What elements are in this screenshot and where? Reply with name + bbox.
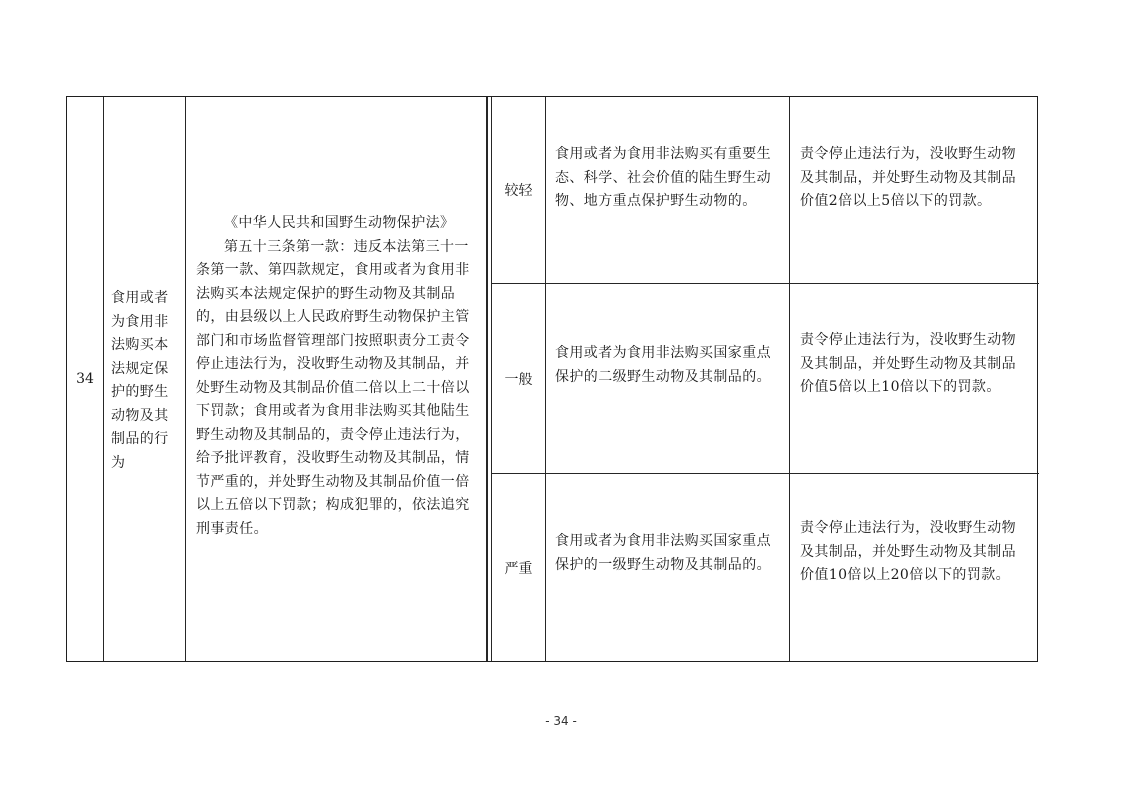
penalty-light: 责令停止违法行为，没收野生动物及其制品，并处野生动物及其制品价值2倍以上5倍以下的罚款。 xyxy=(800,146,1016,209)
violation-cell xyxy=(111,287,179,475)
penalty-general: 责令停止违法行为，没收野生动物及其制品，并处野生动物及其制品价值5倍以上10倍以下的罚款。 xyxy=(800,332,1016,395)
legal-basis-cell xyxy=(196,212,480,541)
level-label-light: 较轻 xyxy=(504,183,533,199)
circumstance-general: 食用或者为食用非法购买国家重点保护的二级野生动物及其制品的。 xyxy=(555,345,771,385)
circumstance-light: 食用或者为食用非法购买有重要生态、科学、社会价值的陆生野生动物、地方重点保护野生动物的。 xyxy=(555,146,771,209)
column-divider xyxy=(789,97,790,661)
column-divider xyxy=(486,97,488,661)
level-label-general: 一般 xyxy=(504,371,533,388)
penalty-table xyxy=(66,96,1038,662)
row-divider xyxy=(491,473,1039,474)
row-divider xyxy=(491,283,1039,284)
page-number: - 34 - xyxy=(545,714,577,728)
penalty-severe: 责令停止违法行为，没收野生动物及其制品，并处野生动物及其制品价值10倍以上20倍以下的罚款。 xyxy=(800,520,1016,583)
violation-text: 食用或者为食用非法购买本法规定保护的野生动物及其制品的行为 xyxy=(111,290,169,471)
circumstance-severe: 食用或者为食用非法购买国家重点保护的一级野生动物及其制品的。 xyxy=(555,533,771,573)
level-label-severe: 严重 xyxy=(504,560,533,577)
column-divider xyxy=(545,97,546,661)
column-divider xyxy=(185,97,186,661)
legal-basis-title: 《中华人民共和国野生动物保护法》 xyxy=(224,215,455,231)
column-divider xyxy=(103,97,104,661)
legal-basis-body: 第五十三条第一款：违反本法第三十一条第一款、第四款规定，食用或者为食用非法购买本法规定保护的野生动物及其制品的，由县级以上人民政府野生动物保护主管部门和市场监督管理部门按照职责分工责令停止违法行为，没收野生动物及其制品，并处野生动物及其制品价值二倍以上二十倍以下罚款；食用或者为食用非法购买其他陆生野生动物及其制品的，责令停止违法行为，给予批评教育，没收野生动物及其制品，情节严重的，并处野生动物及其制品价值一倍以上五倍以下罚款；构成犯罪的，依法追究刑事责任。 xyxy=(196,238,470,537)
row-number: 34 xyxy=(76,371,94,387)
